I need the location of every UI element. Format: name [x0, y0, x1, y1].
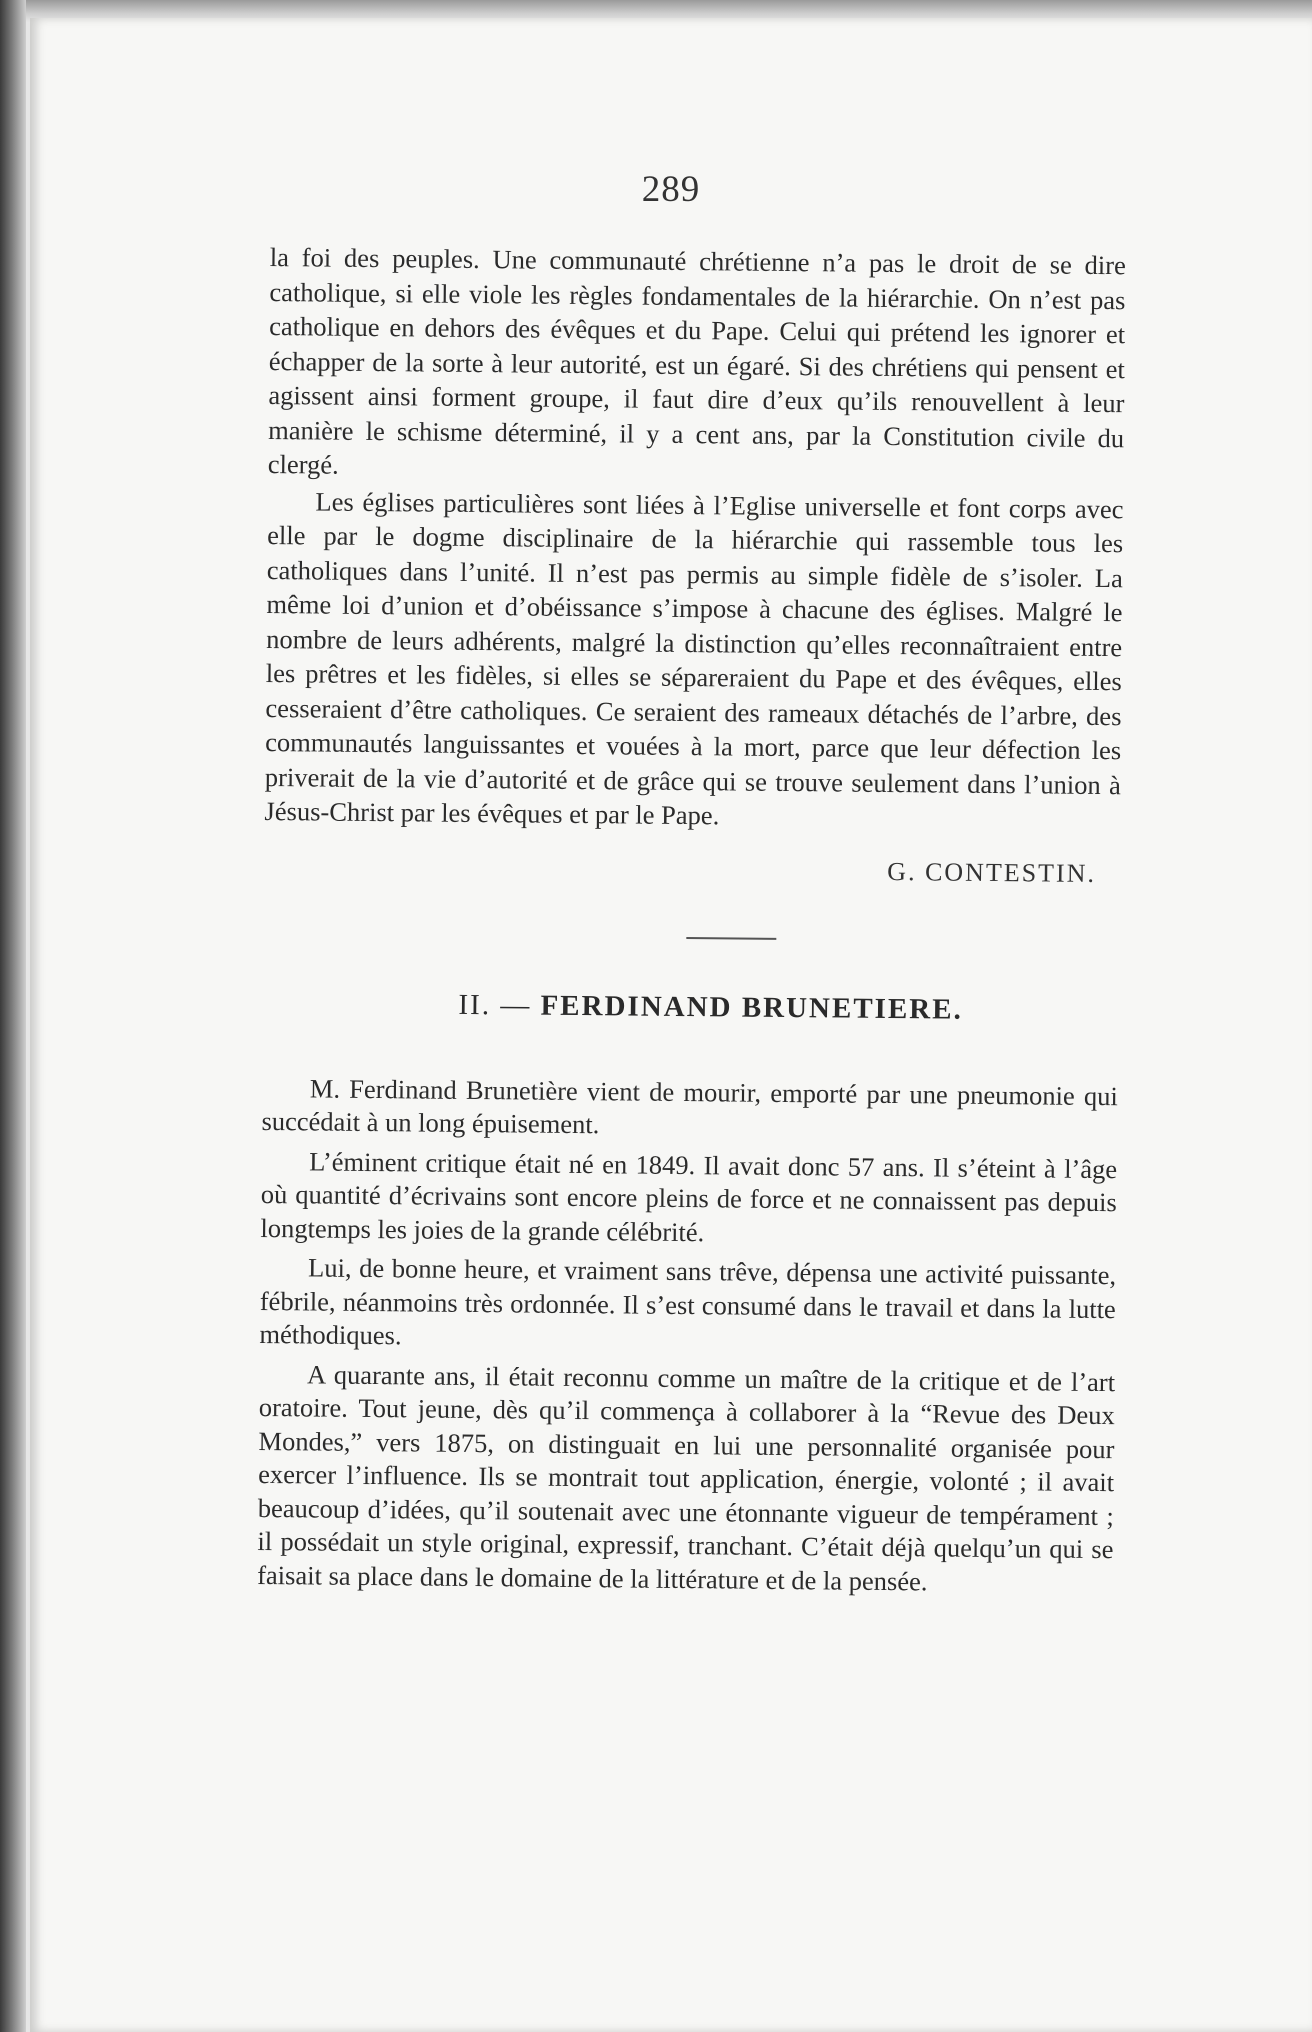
- section2-paragraph-1: M. Ferdinand Brunetière vient de mourir, emporté par une pneumonie qui succédait à un long épuisement.: [261, 1072, 1118, 1140]
- book-page: [30, 18, 1312, 2032]
- section2-body: [257, 1071, 1118, 1600]
- article1-paragraph-2: Les églises particulières sont liées à l’Eglise universelle et font corps avec elle par le dogme disciplinaire de la hiérarchie qui rassemble tous les catholiques dans l’unité. Il n’est pas permis au simple fidèle de s’isoler. La même loi d’union et d’obéissance s’impose à chacune des églises. Malgré le nombre de leurs adhérents, malgré la distinction qu’elles reconnaîtraient entre les prêtres et les fidèles, si elles se sépareraient du Pape et des évêques, elles cesseraient d’être catholiques. Ce seraient des rameaux détachés de l’arbre, des communautés languissantes et vouées à la mort, parce que leur défection les priverait de la vie d’autorité et de grâce qui se trouve seulement dans l’union à Jésus-Christ par les évêques et par le Pape.: [264, 485, 1124, 831]
- section-title: FERDINAND BRUNETIERE.: [540, 989, 963, 1026]
- author-signature: G. CONTESTIN.: [887, 856, 1097, 888]
- section2-paragraph-2: L’éminent critique était né en 1849. Il avait donc 57 ans. Il s’éteint à l’âge où quantité d’écrivains sont encore pleins de force et ne connaissent pas depuis longtemps les joies de la grande célébrité.: [260, 1145, 1118, 1247]
- section2-paragraph-3: Lui, de bonne heure, et vraiment sans trêve, dépensa une activité puissante, fébrile, néanmoins très ordonnée. Il s’est consumé dans le travail et dans la lutte méthodiques.: [259, 1252, 1117, 1351]
- article1-paragraph-1: la foi des peuples. Une communauté chrétienne n’a pas le droit de se dire catholique, si elle viole les règles fondamentales de la hiérarchie. On n’est pas catholique en dehors des évêques et du Pape. Celui qui prétend les ignorer et échapper de la sorte à leur autorité, est un égaré. Si des chrétiens qui pensent et agissent ainsi forment groupe, il faut dire d’eux qu’ils renouvellent à leur manière le schisme déterminé, il y a cent ans, par la Constitution civile du clergé.: [267, 241, 1126, 480]
- section-divider: [686, 937, 776, 940]
- section2-paragraph-4: A quarante ans, il était reconnu comme un maître de la critique et de l’art oratoire. Tout jeune, dès qu’il commença à collaborer à la “Revue des Deux Mondes,” vers 1875, on distinguait en lui une personnalité organisée pour exercer l’influence. Ils se montrait tout application, énergie, volonté ; il avait beaucoup d’idées, qu’il soutenait avec une étonnante vigueur de tempérament ; il possédait un style original, expressif, tranchant. C’était déjà quelqu’un qui se faisait sa place dans le domaine de la littérature et de la pensée.: [257, 1358, 1116, 1596]
- page-number: 289: [641, 169, 701, 210]
- scan-binding-edge: [0, 0, 26, 2032]
- section-number: II. —: [458, 988, 532, 1022]
- section-heading: [303, 987, 1119, 1028]
- page-text: [257, 240, 1126, 1600]
